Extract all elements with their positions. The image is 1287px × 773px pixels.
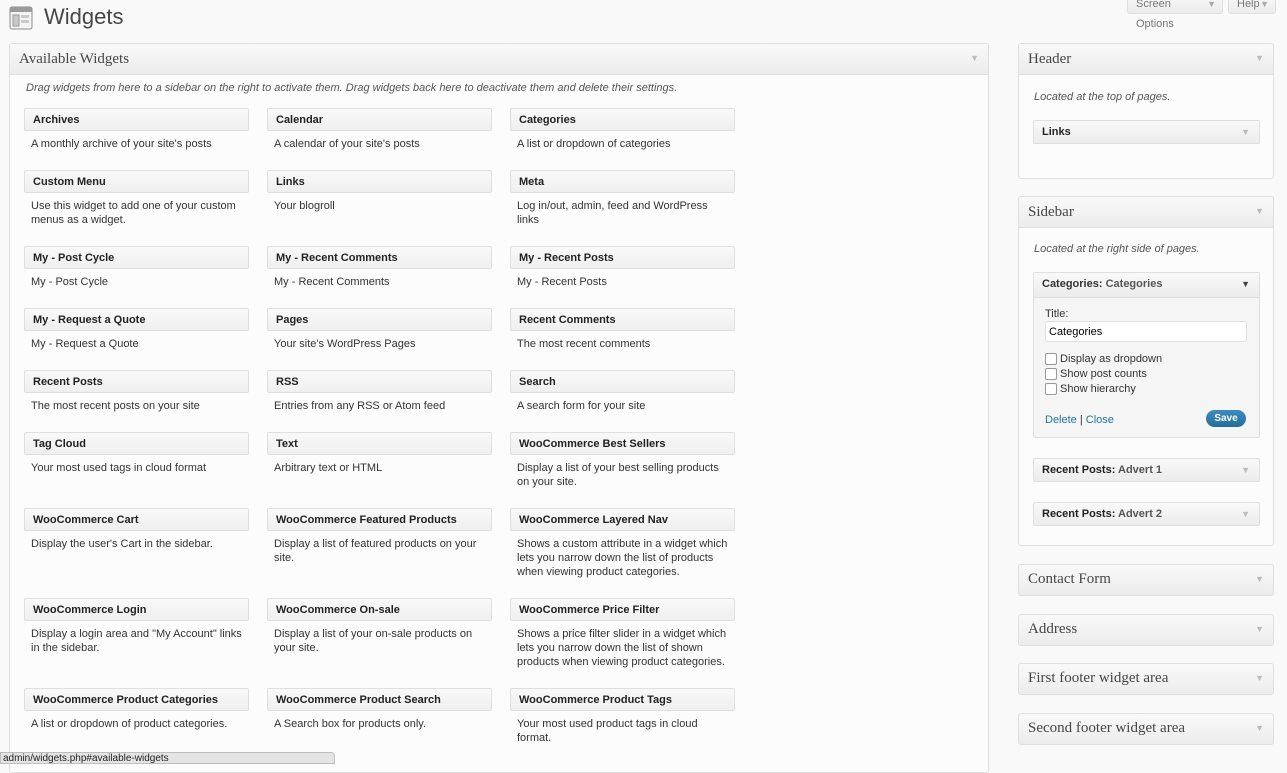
show-post-counts-option[interactable] bbox=[1045, 368, 1147, 380]
available-widget[interactable] bbox=[267, 246, 492, 289]
available-widget[interactable] bbox=[510, 108, 735, 151]
widget-description: Shows a price filter slider in a widget which lets you narrow down the list of shown products when viewing product categories. bbox=[517, 628, 727, 668]
available-widget[interactable] bbox=[24, 246, 249, 289]
widget-title[interactable]: WooCommerce Price Filter bbox=[510, 598, 735, 621]
widget-title[interactable]: Meta bbox=[510, 170, 735, 193]
delete-link[interactable]: Delete bbox=[1045, 414, 1077, 426]
show-hierarchy-checkbox[interactable] bbox=[1045, 383, 1057, 395]
sidebar-area-header[interactable] bbox=[1019, 197, 1273, 228]
available-widget[interactable] bbox=[267, 688, 492, 731]
widget-name: Recent Posts: bbox=[1042, 508, 1116, 520]
header-area-description: Located at the top of pages. bbox=[1034, 91, 1171, 103]
chevron-down-icon[interactable]: ▼ bbox=[1241, 465, 1250, 475]
area-title: Address bbox=[1028, 621, 1078, 637]
available-widget[interactable] bbox=[24, 170, 249, 227]
widget-title[interactable]: WooCommerce Product Categories bbox=[24, 688, 249, 711]
widget-description: Display a list of your on-sale products on your site. bbox=[274, 628, 473, 654]
available-widgets-description: Drag widgets from here to a sidebar on the right to activate them. Drag widgets back here to deactivate them and delete their settings. bbox=[26, 82, 678, 94]
widget-title[interactable]: WooCommerce Login bbox=[24, 598, 249, 621]
display-dropdown-option[interactable] bbox=[1045, 353, 1162, 365]
widget-title[interactable]: Archives bbox=[24, 108, 249, 131]
available-widget[interactable] bbox=[267, 370, 492, 413]
widget-title[interactable]: My - Request a Quote bbox=[24, 308, 249, 331]
widget-title[interactable]: WooCommerce Featured Products bbox=[267, 508, 492, 531]
second-footer-widget-area[interactable] bbox=[1018, 713, 1274, 745]
widget-description: Your most used tags in cloud format bbox=[31, 462, 207, 474]
widget-description: My - Request a Quote bbox=[31, 338, 139, 350]
recent-posts-advert-2-widget[interactable] bbox=[1033, 502, 1260, 526]
title-label: Title: bbox=[1045, 308, 1069, 320]
available-widgets-header[interactable] bbox=[10, 44, 988, 75]
widget-description: A Search box for products only. bbox=[274, 718, 427, 730]
available-widget[interactable] bbox=[510, 598, 735, 669]
available-widget[interactable] bbox=[510, 508, 735, 579]
widget-description: My - Post Cycle bbox=[31, 276, 109, 288]
save-button[interactable]: Save bbox=[1206, 410, 1246, 427]
available-widget[interactable] bbox=[510, 308, 735, 351]
widget-description: A search form for your site bbox=[517, 400, 646, 412]
display-dropdown-checkbox[interactable] bbox=[1045, 353, 1057, 365]
widget-description: My - Recent Posts bbox=[517, 276, 607, 288]
widget-description: A calendar of your site's posts bbox=[274, 138, 420, 150]
help-button[interactable] bbox=[1228, 0, 1276, 14]
available-widgets-panel bbox=[9, 43, 989, 773]
area-title: First footer widget area bbox=[1028, 670, 1169, 686]
widget-description: Your site's WordPress Pages bbox=[274, 338, 416, 350]
available-widget[interactable] bbox=[510, 688, 735, 745]
screen-options-label: Screen Options bbox=[1136, 0, 1174, 30]
widget-description: Your blogroll bbox=[274, 200, 335, 212]
contact-form-area[interactable] bbox=[1018, 564, 1274, 596]
widget-name: Links bbox=[1042, 126, 1071, 138]
header-widget-area bbox=[1018, 43, 1274, 179]
sidebar-area-title: Sidebar bbox=[1028, 204, 1074, 220]
available-widget[interactable] bbox=[510, 246, 735, 289]
available-widget[interactable] bbox=[24, 108, 249, 151]
chevron-up-icon[interactable]: ▼ bbox=[1241, 279, 1250, 289]
widget-description: Arbitrary text or HTML bbox=[274, 462, 383, 474]
widget-title[interactable]: Categories bbox=[510, 108, 735, 131]
header-area-title: Header bbox=[1028, 51, 1072, 67]
widget-description: Log in/out, admin, feed and WordPress links bbox=[517, 200, 708, 226]
first-footer-widget-area[interactable] bbox=[1018, 663, 1274, 695]
widget-description: A list or dropdown of categories bbox=[517, 138, 671, 150]
option-label: Display as dropdown bbox=[1060, 353, 1163, 365]
collapse-arrow-icon[interactable]: ▼ bbox=[1255, 53, 1264, 63]
widget-description: My - Recent Comments bbox=[274, 276, 390, 288]
close-link[interactable]: Close bbox=[1085, 414, 1114, 426]
widget-title[interactable]: Pages bbox=[267, 308, 492, 331]
browser-status-bar: admin/widgets.php#available-widgets bbox=[0, 752, 335, 764]
widget-title[interactable]: Links bbox=[267, 170, 492, 193]
available-widget[interactable] bbox=[267, 170, 492, 213]
area-title: Contact Form bbox=[1028, 571, 1111, 587]
widget-subtitle: Advert 2 bbox=[1118, 508, 1163, 520]
available-widget[interactable] bbox=[267, 598, 492, 655]
widget-title[interactable]: WooCommerce On-sale bbox=[267, 598, 492, 621]
widget-subtitle: Advert 1 bbox=[1118, 464, 1163, 476]
widget-description: Display a list of featured products on your site. bbox=[274, 538, 477, 564]
help-label: Help bbox=[1237, 0, 1260, 10]
available-widgets-title: Available Widgets bbox=[19, 51, 130, 67]
widget-description: A monthly archive of your site's posts bbox=[31, 138, 212, 150]
widget-name: Recent Posts: bbox=[1042, 464, 1116, 476]
widget-title[interactable]: My - Recent Comments bbox=[267, 246, 492, 269]
available-widget[interactable] bbox=[267, 308, 492, 351]
widget-title[interactable]: WooCommerce Cart bbox=[24, 508, 249, 531]
widget-title[interactable]: Search bbox=[510, 370, 735, 393]
collapse-arrow-icon[interactable]: ▼ bbox=[970, 53, 979, 63]
chevron-down-icon[interactable]: ▼ bbox=[1255, 574, 1264, 584]
widget-title[interactable]: WooCommerce Best Sellers bbox=[510, 432, 735, 455]
option-label: Show hierarchy bbox=[1060, 383, 1136, 395]
widget-title[interactable]: RSS bbox=[267, 370, 492, 393]
show-hierarchy-option[interactable] bbox=[1045, 383, 1136, 395]
title-input[interactable] bbox=[1045, 321, 1247, 342]
available-widget[interactable] bbox=[24, 508, 249, 551]
widget-title[interactable]: WooCommerce Product Search bbox=[267, 688, 492, 711]
available-widget[interactable] bbox=[24, 370, 249, 413]
widget-title[interactable]: Calendar bbox=[267, 108, 492, 131]
show-post-counts-checkbox[interactable] bbox=[1045, 368, 1057, 380]
chevron-down-icon[interactable]: ▼ bbox=[1255, 723, 1264, 733]
widget-description: A list or dropdown of product categories. bbox=[31, 718, 228, 730]
area-title: Second footer widget area bbox=[1028, 720, 1186, 736]
recent-posts-advert-1-widget[interactable] bbox=[1033, 458, 1260, 482]
available-widget[interactable] bbox=[267, 508, 492, 565]
available-widget[interactable] bbox=[24, 308, 249, 351]
widget-control-actions bbox=[1045, 414, 1114, 426]
available-widget[interactable] bbox=[510, 432, 735, 489]
widget-title[interactable]: My - Post Cycle bbox=[24, 246, 249, 269]
widget-title[interactable]: WooCommerce Product Tags bbox=[510, 688, 735, 711]
chevron-down-icon[interactable]: ▼ bbox=[1241, 509, 1250, 519]
widget-title[interactable]: Text bbox=[267, 432, 492, 455]
widget-description: Use this widget to add one of your custom menus as a widget. bbox=[31, 200, 236, 226]
address-area[interactable] bbox=[1018, 614, 1274, 646]
widget-title[interactable]: Recent Posts bbox=[24, 370, 249, 393]
widget-description: Display the user's Cart in the sidebar. bbox=[31, 538, 213, 550]
widget-subtitle: Categories bbox=[1105, 278, 1163, 290]
option-label: Show post counts bbox=[1060, 368, 1147, 380]
widget-description: The most recent posts on your site bbox=[31, 400, 200, 412]
widget-description: Display a login area and "My Account" links in the sidebar. bbox=[31, 628, 242, 654]
available-widget[interactable] bbox=[510, 170, 735, 227]
chevron-down-icon[interactable]: ▼ bbox=[1255, 673, 1264, 683]
widgets-icon bbox=[9, 6, 33, 30]
page-title: Widgets bbox=[44, 4, 124, 29]
widget-title[interactable]: Recent Comments bbox=[510, 308, 735, 331]
available-widget[interactable] bbox=[510, 370, 735, 413]
widget-title[interactable]: WooCommerce Layered Nav bbox=[510, 508, 735, 531]
widget-description: Entries from any RSS or Atom feed bbox=[274, 400, 446, 412]
header-area-header[interactable] bbox=[1019, 44, 1273, 75]
collapse-arrow-icon[interactable]: ▼ bbox=[1255, 206, 1264, 216]
widget-title[interactable]: Custom Menu bbox=[24, 170, 249, 193]
chevron-down-icon[interactable]: ▼ bbox=[1241, 127, 1250, 137]
available-widget[interactable] bbox=[267, 108, 492, 151]
available-widget[interactable] bbox=[267, 432, 492, 475]
available-widget[interactable] bbox=[24, 432, 249, 475]
chevron-down-icon[interactable]: ▼ bbox=[1255, 624, 1264, 634]
available-widget[interactable] bbox=[24, 598, 249, 655]
widget-title[interactable]: Tag Cloud bbox=[24, 432, 249, 455]
chevron-down-icon: ▼ bbox=[1260, 0, 1269, 9]
widget-name: Categories: bbox=[1042, 278, 1103, 290]
chevron-down-icon: ▼ bbox=[1207, 0, 1216, 9]
widget-title[interactable]: My - Recent Posts bbox=[510, 246, 735, 269]
widget-description: Display a list of your best selling products on your site. bbox=[517, 462, 719, 488]
available-widget[interactable] bbox=[24, 688, 249, 731]
widget-description: Your most used product tags in cloud format. bbox=[517, 718, 698, 744]
header-links-widget[interactable] bbox=[1033, 120, 1260, 144]
screen-options-button[interactable] bbox=[1127, 0, 1223, 30]
action-separator: | bbox=[1079, 414, 1083, 426]
categories-widget-header[interactable] bbox=[1034, 273, 1259, 298]
widget-description: The most recent comments bbox=[517, 338, 651, 350]
sidebar-area-description: Located at the right side of pages. bbox=[1034, 243, 1200, 255]
widget-description: Shows a custom attribute in a widget which lets you narrow down the list of products when viewing product categories. bbox=[517, 538, 728, 578]
